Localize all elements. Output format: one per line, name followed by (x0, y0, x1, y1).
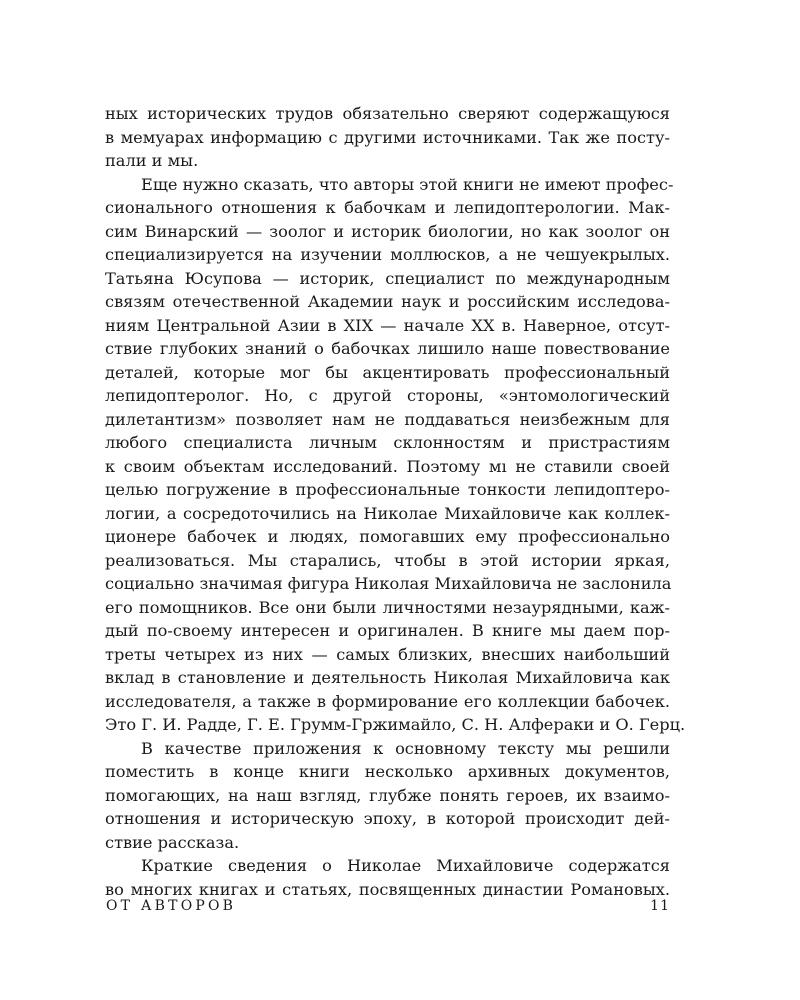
text-line: Это Г. И. Радде, Г. Е. Грумм-Гржимайло, С. Н. Алфераки и О. Герц. (105, 715, 686, 734)
text-line: любого специалиста личным склонностям и пристрастиям (105, 433, 670, 452)
text-line: ниям Центральной Азии в XIX — начале XX в. Наверное, отсут- (105, 315, 670, 335)
text-line: ствие глубоких знаний о бабочках лишило наше повествование (105, 339, 670, 358)
text-line: связям отечественной Академии наук и российским исследова- (105, 292, 670, 311)
text-line: социально значимая фигура Николая Михайловича не заслонила (105, 574, 672, 593)
page-number: 11 (650, 898, 670, 914)
text-line: В качестве приложения к основному тексту мы решили (141, 738, 670, 758)
text-line: во многих книгах и статьях, посвященных династии Романовых. (105, 879, 670, 899)
text-line: сионального отношения к бабочкам и лепидоптерологии. Мак- (105, 198, 670, 217)
text-line: его помощников. Все они были личностями незаурядными, каж- (105, 597, 670, 617)
text-line: логии, а сосредоточились на Николае Михайловиче как коллек- (105, 503, 670, 523)
text-line: Краткие сведения о Николае Михайловиче содержатся (141, 856, 670, 875)
text-line: пали и мы. (105, 151, 199, 170)
text-line: деталей, которые мог бы акцентировать профессиональный (105, 362, 670, 382)
text-line: реализоваться. Мы старались, чтобы в этой истории яркая, (105, 550, 670, 570)
body-text (105, 102, 686, 901)
text-line: сим Винарский — зоолог и историк биологии, но как зоолог он (105, 221, 670, 241)
text-line: к своим объектам исследований. Поэтому мı не ставили своей (105, 456, 670, 476)
text-line: ствие рассказа. (105, 832, 240, 852)
text-line: Еще нужно сказать, что авторы этой книги не имеют профес- (141, 174, 674, 194)
text-line: ных исторических трудов обязательно сверяют содержащуюся (105, 104, 670, 123)
text-line: треты четырех из них — самых близких, внесших наибольший (105, 644, 670, 664)
text-line: дилетантизм» позволяет нам не поддаваться неизбежным для (105, 409, 670, 429)
text-line: поместить в конце книги несколько архивных документов, (105, 762, 670, 781)
running-footer-title: ОТ АВТОРОВ (106, 898, 237, 914)
text-line: Татьяна Юсупова — историк, специалист по международным (105, 268, 670, 288)
text-line: целью погружение в профессиональные тонкости лепидоптеро- (105, 480, 670, 499)
text-line: лепидоптеролог. Но, с другой стороны, «энтомологический (105, 386, 670, 405)
text-line: помогающих, на наш взгляд, глубже понять героев, их взаимо- (105, 785, 670, 805)
text-line: в мемуарах информацию с другими источниками. Так же посту- (105, 127, 670, 147)
text-line: дый по-своему интересен и оригинален. В книге мы даем пор- (105, 621, 670, 640)
text-line: исследователя, а также в формирование его коллекции бабочек. (105, 691, 670, 711)
text-line: отношения и историческую эпоху, в которой происходит дей- (105, 809, 670, 828)
text-line: вклад в становление и деятельность Николая Михайловича как (105, 668, 670, 687)
text-line: специализируется на изучении моллюсков, а не чешуекрылых. (105, 245, 670, 264)
text-line: ционере бабочек и людях, помогавших ему профессионально (105, 527, 670, 546)
